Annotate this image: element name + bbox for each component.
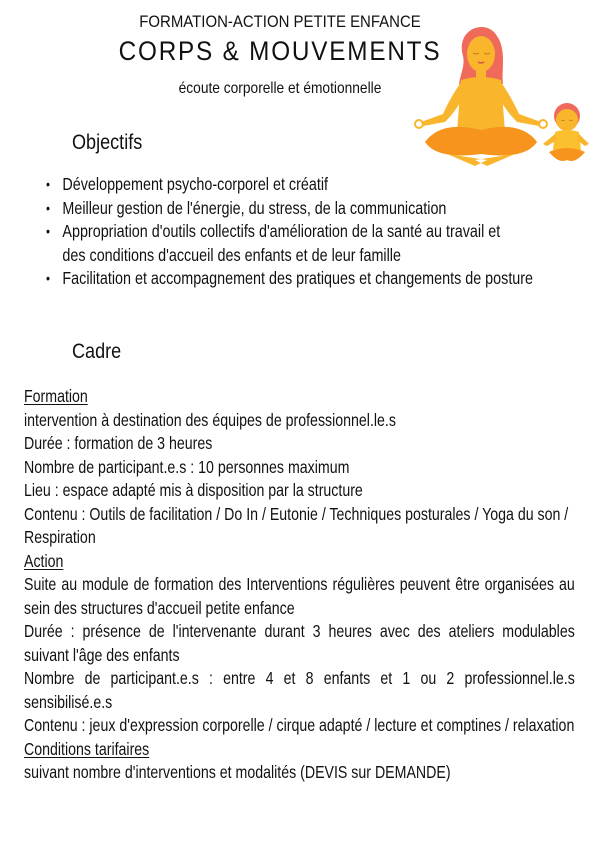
subheading-tarifs: Conditions tarifaires xyxy=(24,738,150,759)
text-line: suivant nombre d'interventions et modalités (DEVIS sur DEMANDE) xyxy=(24,762,451,782)
subheading-action: Action xyxy=(24,550,64,571)
meditation-illustration xyxy=(385,20,595,170)
text-line: intervention à destination des équipes de professionnel.le.s xyxy=(24,409,396,430)
section-title-objectifs: Objectifs xyxy=(72,131,143,154)
text-line: Contenu : jeux d'expression corporelle / cirque adapté / lecture et comptines / relaxation xyxy=(24,715,575,735)
text-line: Durée : formation de 3 heures xyxy=(24,433,213,453)
list-item: • Appropriation d'outils collectifs d'amélioration de la santé au travail et des conditions d'accueil des enfants et de leur famille xyxy=(46,220,509,267)
objectives-list xyxy=(46,173,538,291)
text-line: Contenu : Outils de facilitation / Do In / Eutonie / Techniques posturales / Yoga du son / Respiration xyxy=(24,503,569,547)
header-kicker: FORMATION-ACTION PETITE ENFANCE xyxy=(139,12,421,31)
text-line: Durée : présence de l'intervenante durant 3 heures avec des ateliers modulables suivant l'âge des enfants xyxy=(24,621,575,665)
page-subtitle: écoute corporelle et émotionnelle xyxy=(178,80,382,97)
text-line: Suite au module de formation des Interventions régulières peuvent être organisées au sein des structures d'accueil petite enfance xyxy=(24,574,575,618)
section-title-cadre: Cadre xyxy=(72,340,122,363)
list-item: • Développement psycho-corporel et créatif xyxy=(46,173,538,197)
list-item: • Facilitation et accompagnement des pratiques et changements de posture xyxy=(46,267,534,291)
list-item: • Meilleur gestion de l'énergie, du stress, de la communication xyxy=(46,197,538,221)
cadre-content xyxy=(24,385,575,785)
text-line: Nombre de participant.e.s : entre 4 et 8 enfants et 1 ou 2 professionnel.le.s sensibilisé.e.s xyxy=(24,668,575,712)
subheading-formation: Formation xyxy=(24,386,88,406)
text-line: Nombre de participant.e.s : 10 personnes maximum xyxy=(24,456,350,477)
text-line: Lieu : espace adapté mis à disposition par la structure xyxy=(24,480,363,500)
page-title: CORPS & MOUVEMENTS xyxy=(118,36,442,66)
